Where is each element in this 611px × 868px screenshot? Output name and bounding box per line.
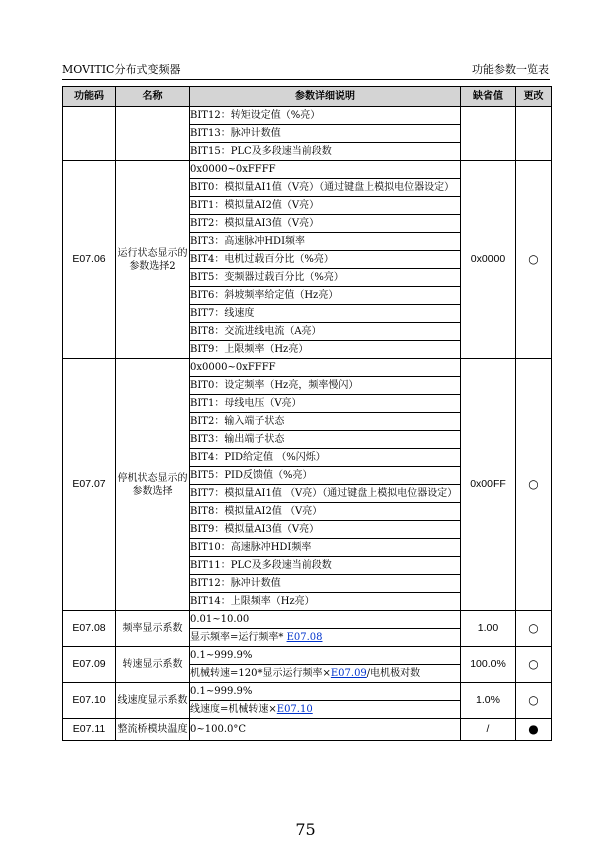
header-rule xyxy=(62,79,550,80)
detail-line: BIT11：PLC及多段速当前段数 xyxy=(190,557,460,575)
cell-code: E07.06 xyxy=(63,161,116,359)
detail-line: BIT3：高速脉冲HDI频率 xyxy=(190,233,460,251)
detail-line: BIT7：线速度 xyxy=(190,305,460,323)
cell-name xyxy=(116,107,190,161)
detail-line: BIT4：PID给定值 （%闪烁） xyxy=(190,449,460,467)
cell-name: 线速度显示系数 xyxy=(116,683,190,719)
detail-line: BIT8：模拟量AI2值 （V亮） xyxy=(190,503,460,521)
cell-detail xyxy=(190,611,461,647)
cell-code xyxy=(63,107,116,161)
cell-change xyxy=(516,107,552,161)
cell-default: 1.00 xyxy=(461,611,516,647)
detail-line: BIT7：模拟量AI1值 （V亮）（通过键盘上模拟电位器设定） xyxy=(190,485,460,503)
detail-formula xyxy=(190,629,460,646)
detail-line: BIT2：模拟量AI3值（V亮） xyxy=(190,215,460,233)
header-section: 功能参数一览表 xyxy=(472,63,549,76)
cell-detail xyxy=(190,647,461,683)
detail-formula xyxy=(190,701,460,718)
detail-line: BIT13：脉冲计数值 xyxy=(190,125,460,143)
detail-line: BIT4：电机过载百分比（%亮） xyxy=(190,251,460,269)
cell-detail xyxy=(190,107,461,161)
detail-line: BIT0：模拟量AI1值（V亮）（通过键盘上模拟电位器设定） xyxy=(190,179,460,197)
cell-default: 0x00FF xyxy=(461,359,516,611)
detail-line: BIT8：交流进线电流（A亮） xyxy=(190,323,460,341)
detail-line: 0x0000~0xFFFF xyxy=(190,161,460,179)
detail-range: 0.01~10.00 xyxy=(190,611,460,629)
detail-line: BIT5：PID反馈值（%亮） xyxy=(190,467,460,485)
formula-text: 线速度=机械转速× xyxy=(190,704,277,715)
detail-line: BIT12：转矩设定值（%亮） xyxy=(190,107,460,125)
detail-line: BIT14：上限频率（Hz亮） xyxy=(190,596,315,607)
page-number: 75 xyxy=(295,820,316,839)
cell-name: 转速显示系数 xyxy=(116,647,190,683)
cell-code: E07.08 xyxy=(63,611,116,647)
cell-code: E07.10 xyxy=(63,683,116,719)
cell-name: 运行状态显示的参数选择2 xyxy=(116,161,190,359)
detail-line: 0x0000~0xFFFF xyxy=(190,359,460,377)
cell-default: 1.0% xyxy=(461,683,516,719)
cell-default: 100.0% xyxy=(461,647,516,683)
col-header-change: 更改 xyxy=(516,87,552,107)
formula-text: 机械转速=120*显示运行频率× xyxy=(190,668,331,679)
cell-default xyxy=(461,107,516,161)
cell-code: E07.07 xyxy=(63,359,116,611)
param-link[interactable]: E07.10 xyxy=(276,704,313,715)
cell-name: 频率显示系数 xyxy=(116,611,190,647)
cell-detail xyxy=(190,161,461,359)
table-row-e0706 xyxy=(63,161,552,359)
cell-code: E07.11 xyxy=(63,719,116,741)
cell-detail xyxy=(190,683,461,719)
detail-line: BIT5：变频器过载百分比（%亮） xyxy=(190,269,460,287)
detail-formula xyxy=(190,665,460,682)
detail-line: BIT9：模拟量AI3值（V亮） xyxy=(190,521,460,539)
table-row-continued xyxy=(63,107,552,161)
detail-range: 0~100.0°C xyxy=(190,724,247,735)
col-header-name: 名称 xyxy=(116,87,190,107)
parameter-table xyxy=(62,86,552,741)
param-link[interactable]: E07.08 xyxy=(286,632,323,643)
detail-line: BIT6：斜坡频率给定值（Hz亮） xyxy=(190,287,460,305)
detail-line: BIT12：脉冲计数值 xyxy=(190,575,460,593)
cell-detail xyxy=(190,719,461,741)
cell-name: 停机状态显示的参数选择 xyxy=(116,359,190,611)
table-row-e0707 xyxy=(63,359,552,611)
table-row-e0709 xyxy=(63,647,552,683)
header-title: MOVITIC分布式变频器 xyxy=(62,63,181,76)
cell-default: / xyxy=(461,719,516,741)
table-row-e0708 xyxy=(63,611,552,647)
cell-change: ○ xyxy=(516,683,552,719)
cell-default: 0x0000 xyxy=(461,161,516,359)
detail-line: BIT1：模拟量AI2值（V亮） xyxy=(190,197,460,215)
detail-line: BIT10：高速脉冲HDI频率 xyxy=(190,539,460,557)
detail-range: 0.1~999.9% xyxy=(190,647,460,665)
detail-line: BIT3：输出端子状态 xyxy=(190,431,460,449)
cell-name: 整流桥模块温度 xyxy=(116,719,190,741)
cell-code: E07.09 xyxy=(63,647,116,683)
cell-change: ● xyxy=(516,719,552,741)
cell-change: ○ xyxy=(516,359,552,611)
detail-range: 0.1~999.9% xyxy=(190,683,460,701)
cell-change: ○ xyxy=(516,161,552,359)
detail-line: BIT0：设定频率（Hz亮，频率慢闪） xyxy=(190,377,460,395)
detail-line: BIT9：上限频率（Hz亮） xyxy=(190,344,309,355)
col-header-detail: 参数详细说明 xyxy=(190,87,461,107)
formula-tail: /电机极对数 xyxy=(366,668,421,679)
formula-text: 显示频率=运行频率* xyxy=(190,632,287,643)
detail-line: BIT15：PLC及多段速当前段数 xyxy=(190,146,332,157)
param-link[interactable]: E07.09 xyxy=(330,668,367,679)
table-header-row xyxy=(63,87,552,107)
table-row-e0711 xyxy=(63,719,552,741)
table-row-e0710 xyxy=(63,683,552,719)
detail-line: BIT2：输入端子状态 xyxy=(190,413,460,431)
detail-line: BIT1：母线电压（V亮） xyxy=(190,395,460,413)
col-header-code: 功能码 xyxy=(63,87,116,107)
cell-change: ○ xyxy=(516,647,552,683)
cell-detail xyxy=(190,359,461,611)
col-header-default: 缺省值 xyxy=(461,87,516,107)
cell-change: ○ xyxy=(516,611,552,647)
